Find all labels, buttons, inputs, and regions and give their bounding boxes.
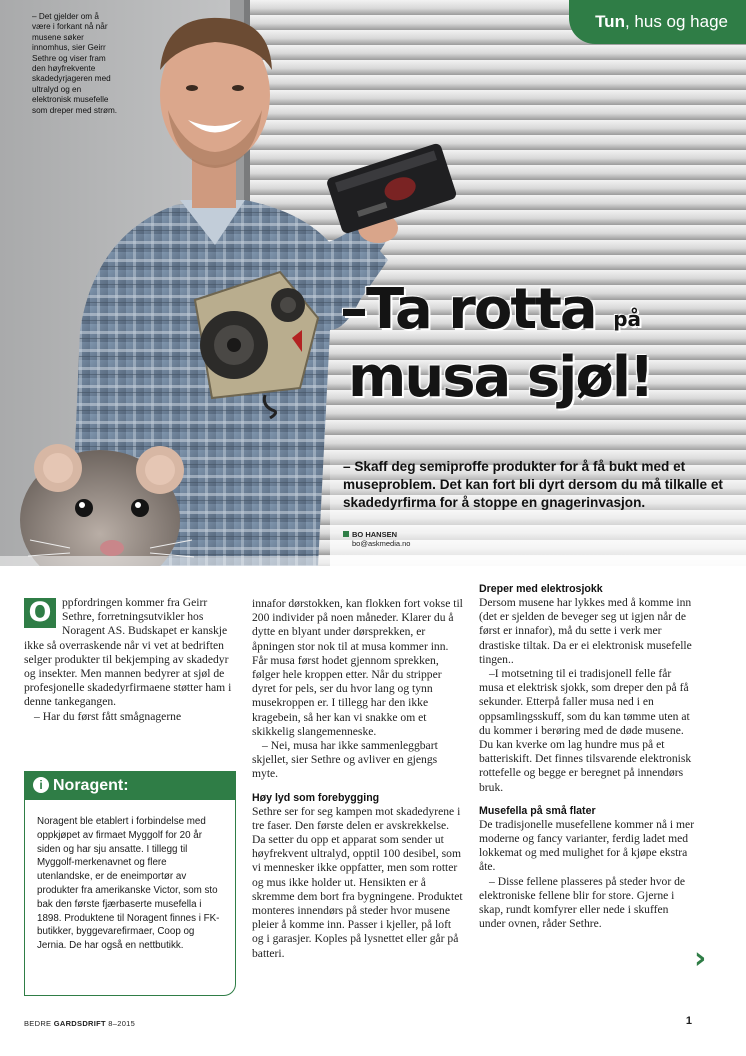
photo-caption: – Det gjelder om å være i forkant nå når musene søker innomhus, sier Geirr Sethre og viser fram den høyfrekvente skadedyrjageren med ultralyd og en elektronisk musefelle som dreper med strøm. [32, 12, 118, 115]
col2-paragraph-1: innafor dørstokken, kan flokken fort vokse til 200 individer på noen måneder. Klarer du å dytte en blyant under dørsprekken, er åpningen stor nok til at musa kommer inn. Får musa først hodet gjennom sprekken, følger hele kroppen etter. Når du stripper dyret for pels, ser du hvor lang og tynn musekroppen er. I tillegg har den ikke kragebein, så her kan vi snakke om et skikkelig slangemenneske. [252, 597, 463, 738]
col3-paragraph-4: – Disse fellene plasseres på steder hvor de elektroniske fellene blir for store. Gjerne i skap, rundt komfyrer eller nede i skuffen under ovnen, råder Sethre. [479, 874, 686, 931]
col1-paragraph-2: – Har du først fått smågnagerne [34, 709, 182, 723]
footer-issue: 8–2015 [108, 1019, 136, 1028]
section-tab-rest: , hus og hage [624, 12, 728, 31]
col3-paragraph-1: Dersom musene har lykkes med å komme inn (det er sjelden de beveger seg ut igjen når de først er innafor), må du sette i verk mer drastiske tiltak. Da er ei elektronisk musefelle tingen.. [479, 596, 692, 666]
dropcap: O [24, 598, 56, 628]
byline-author: BO HANSEN [352, 530, 398, 539]
column-1 [24, 596, 234, 724]
subheading-musefella: Musefella på små flater [479, 804, 596, 817]
lead-paragraph: – Skaff deg semiproffe produkter for å få bukt med et museproblem. Det kan fort bli dyrt dersom du må tilkalle et skadedyrfirma for å stoppe en gnagerinvasjon. [343, 459, 723, 510]
page-number: 1 [685, 1015, 692, 1027]
fact-box-title: Noragent: [53, 777, 129, 794]
col3-paragraph-2: –I motsetning til ei tradisjonell felle får musa et elektrisk sjokk, som dreper den på få sekunder. Etterpå faller musa ned i en oppsamlingsskuff, som du kan tømme uten at du kommer i berøring med de døde musene. Du kan kverke om lag hundre mus på et batteriskift. Det finnes tilsvarende elektronisk rottefelle og begge er beregnet på innendørs bruk. [479, 667, 692, 794]
column-2 [252, 597, 464, 961]
col2-paragraph-2: – Nei, musa har ikke sammenleggbart skjellet, sier Sethre og avliver en gjengs myte. [252, 739, 438, 781]
footer-prefix: BEDRE [24, 1019, 54, 1028]
section-tab [569, 0, 746, 44]
byline-square-icon [343, 531, 349, 537]
fact-box-header [25, 772, 235, 800]
col2-paragraph-3: Sethre ser for seg kampen mot skadedyrene i tre faser. Den første delen er avskrekkelse. Da setter du opp et apparat som sender ut høyfrekvent ultralyd, opptil 100 desibel, som vi mennesker ikke oppfatter, men som rotter og mus ikke holder ut. Hensikten er å skremme dem bort fra bygningene. Produktet monteres innendørs på steder hvor musene pleier å komme inn. Passer i kjeller, på loft og i garasjer. Koples på lysnettet eller går på batteri. [252, 804, 463, 960]
byline-email: bo@askmedia.no [352, 539, 411, 548]
col3-paragraph-3: De tradisjonelle musefellene kommer nå i mer moderne og fancy varianter, ferdig ladet med lokkemat og med mulighet for å kjøpe ekstra åte. [479, 817, 695, 874]
footer-brand: GARDSDRIFT [53, 1019, 106, 1028]
subheading-elektrosjokk: Dreper med elektrosjokk [479, 583, 603, 595]
headline-pa: på [613, 307, 641, 331]
continue-arrow-icon: › [694, 941, 707, 976]
byline [343, 530, 410, 548]
footer-magazine [24, 1019, 135, 1028]
section-tab-bold: Tun [595, 12, 625, 31]
subheading-hoy-lyd: Høy lyd som forebygging [252, 791, 380, 804]
headline-line1: –Ta rotta [340, 277, 596, 342]
fact-box-body: Noragent ble etablert i forbindelse med oppkjøpet av firmaet Myggolf for 20 år siden og har sju ansatte. I tillegg til Myggolf-merkenavnet og flere utenlandske, er de eneimportør av produkter fra amerikanske Victor, som sto bak den første fjærbaserte musefella i 1898. Produktene til Noragent finnes i FK-butikker, byggevarefirmaer, Coop og Jernia. De har også en nettbutikk. [37, 816, 220, 952]
headline [340, 277, 740, 410]
col1-paragraph-1: ppfordringen kommer fra Geirr Sethre, forretningsutvikler hos Noragent AS. Budskapet er kanskje ikke så overraskende når vi vet at bedriften selger produkter til bekjemping av skadedyr og insekter. Men mannen bedyrer at sjøl de profesjonelle skadedyrfirmaene støtter ham i denne tankegangen. [24, 596, 232, 709]
headline-line2: musa sjøl! [348, 345, 653, 410]
column-3 [479, 583, 697, 931]
fact-box [24, 771, 236, 996]
info-icon: i [33, 777, 49, 793]
